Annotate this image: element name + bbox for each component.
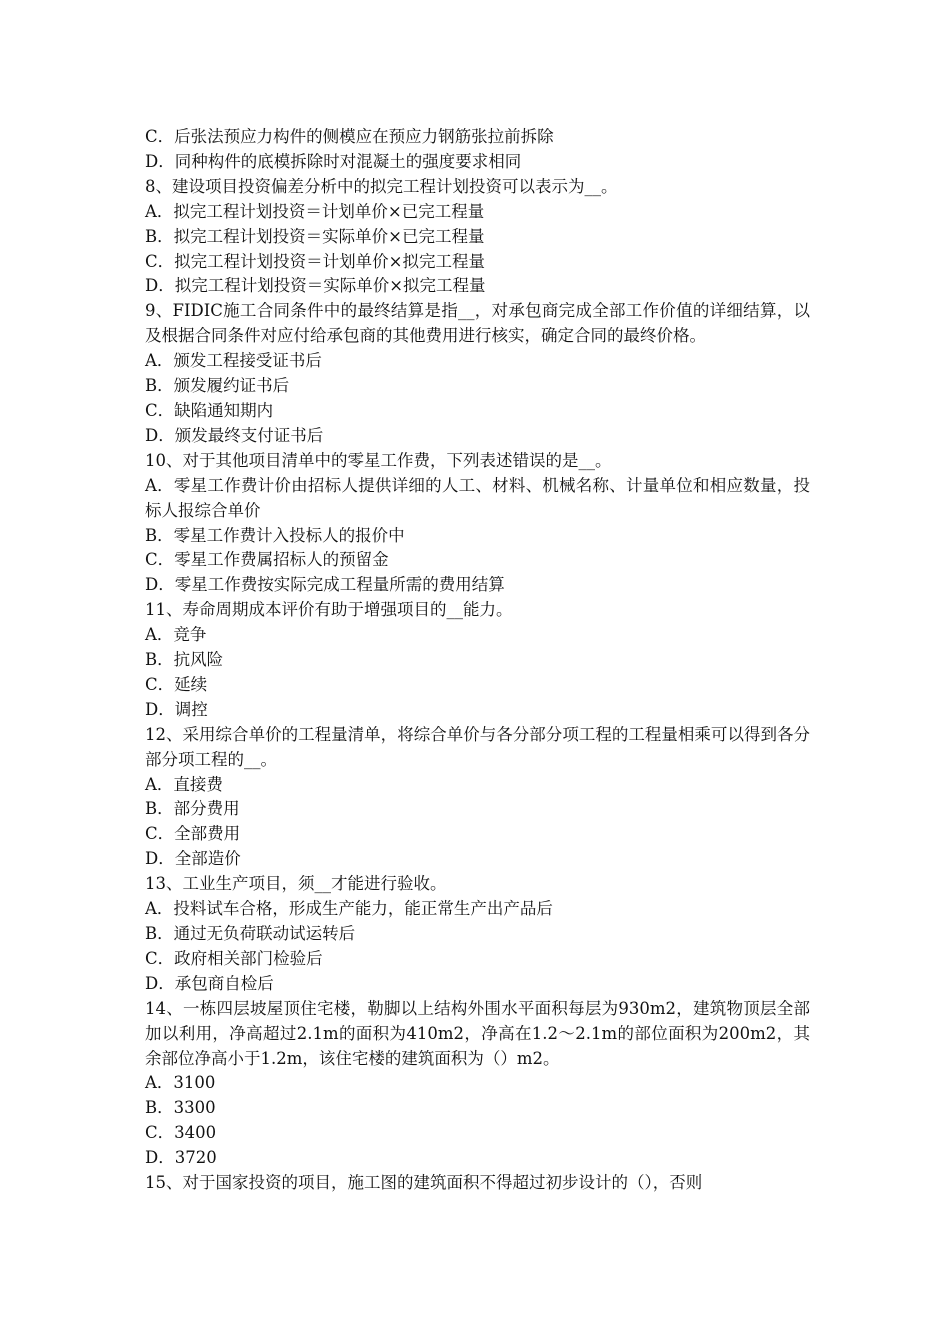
option-line: D．调控 [145, 699, 208, 719]
question-line: 8、建设项目投资偏差分析中的拟完工程计划投资可以表示为__。 [145, 176, 618, 196]
option-line: A．竞争 [145, 625, 207, 645]
option-line: C．后张法预应力构件的侧模应在预应力钢筋张拉前拆除 [145, 127, 554, 146]
option-line: B．部分费用 [145, 799, 240, 819]
option-line: C．全部费用 [145, 824, 241, 844]
option-line: B．抗风险 [145, 650, 224, 670]
option-line: A．零星工作费计价由招标人提供详细的人工、材料、机械名称、计量单位和相应数量，投标人报综合单价 [145, 475, 810, 520]
option-line: D．拟完工程计划投资＝实际单价×拟完工程量 [145, 276, 486, 296]
option-line: C．政府相关部门检验后 [145, 948, 323, 968]
option-line: A．投料试车合格，形成生产能力，能正常生产出产品后 [145, 899, 553, 919]
option-line: D．承包商自检后 [145, 973, 274, 993]
question-line: 15、对于国家投资的项目，施工图的建筑面积不得超过初步设计的（），否则 [145, 1173, 703, 1193]
option-line: C．零星工作费属招标人的预留金 [145, 550, 389, 570]
option-line: A．颁发工程接受证书后 [145, 351, 322, 371]
option-line: C．拟完工程计划投资＝计划单价×拟完工程量 [145, 251, 485, 271]
option-line: C．延续 [145, 674, 208, 694]
document-body [145, 125, 810, 1196]
option-line: A．拟完工程计划投资＝计划单价×已完工程量 [145, 201, 485, 221]
question-line: 11、寿命周期成本评价有助于增强项目的__能力。 [145, 600, 513, 620]
option-line: D．零星工作费按实际完成工程量所需的费用结算 [145, 575, 505, 595]
question-line: 14、一栋四层坡屋顶住宅楼，勒脚以上结构外围水平面积每层为930m2，建筑物顶层全部加以利用，净高超过2.1m的面积为410m2，净高在1.2～2.1m的部位面积为200m2，其余部位净高小于1.2m，该住宅楼的建筑面积为（）m2。 [145, 998, 810, 1068]
option-line: C．3400 [145, 1123, 217, 1143]
option-line: B．颁发履约证书后 [145, 376, 290, 396]
option-line: D．3720 [145, 1148, 217, 1168]
option-line: D．同种构件的底模拆除时对混凝土的强度要求相同 [145, 151, 522, 171]
option-line: A．3100 [145, 1073, 216, 1093]
question-line: 10、对于其他项目清单中的零星工作费，下列表述错误的是__。 [145, 450, 612, 470]
option-line: A．直接费 [145, 774, 223, 794]
question-line: 13、工业生产项目，须__才能进行验收。 [145, 874, 447, 894]
option-line: B．零星工作费计入投标人的报价中 [145, 525, 405, 545]
option-line: B．3300 [145, 1098, 216, 1118]
question-line: 9、FIDIC施工合同条件中的最终结算是指__，对承包商完成全部工作价值的详细结算，以及根据合同条件对应付给承包商的其他费用进行核实，确定合同的最终价格。 [145, 301, 810, 346]
option-line: D．颁发最终支付证书后 [145, 425, 324, 445]
question-line: 12、采用综合单价的工程量清单，将综合单价与各分部分项工程的工程量相乘可以得到各分部分项工程的__。 [145, 724, 810, 769]
option-line: D．全部造价 [145, 849, 241, 869]
option-line: B．拟完工程计划投资＝实际单价×已完工程量 [145, 226, 485, 246]
option-line: B．通过无负荷联动试运转后 [145, 924, 356, 943]
option-line: C．缺陷通知期内 [145, 400, 274, 420]
